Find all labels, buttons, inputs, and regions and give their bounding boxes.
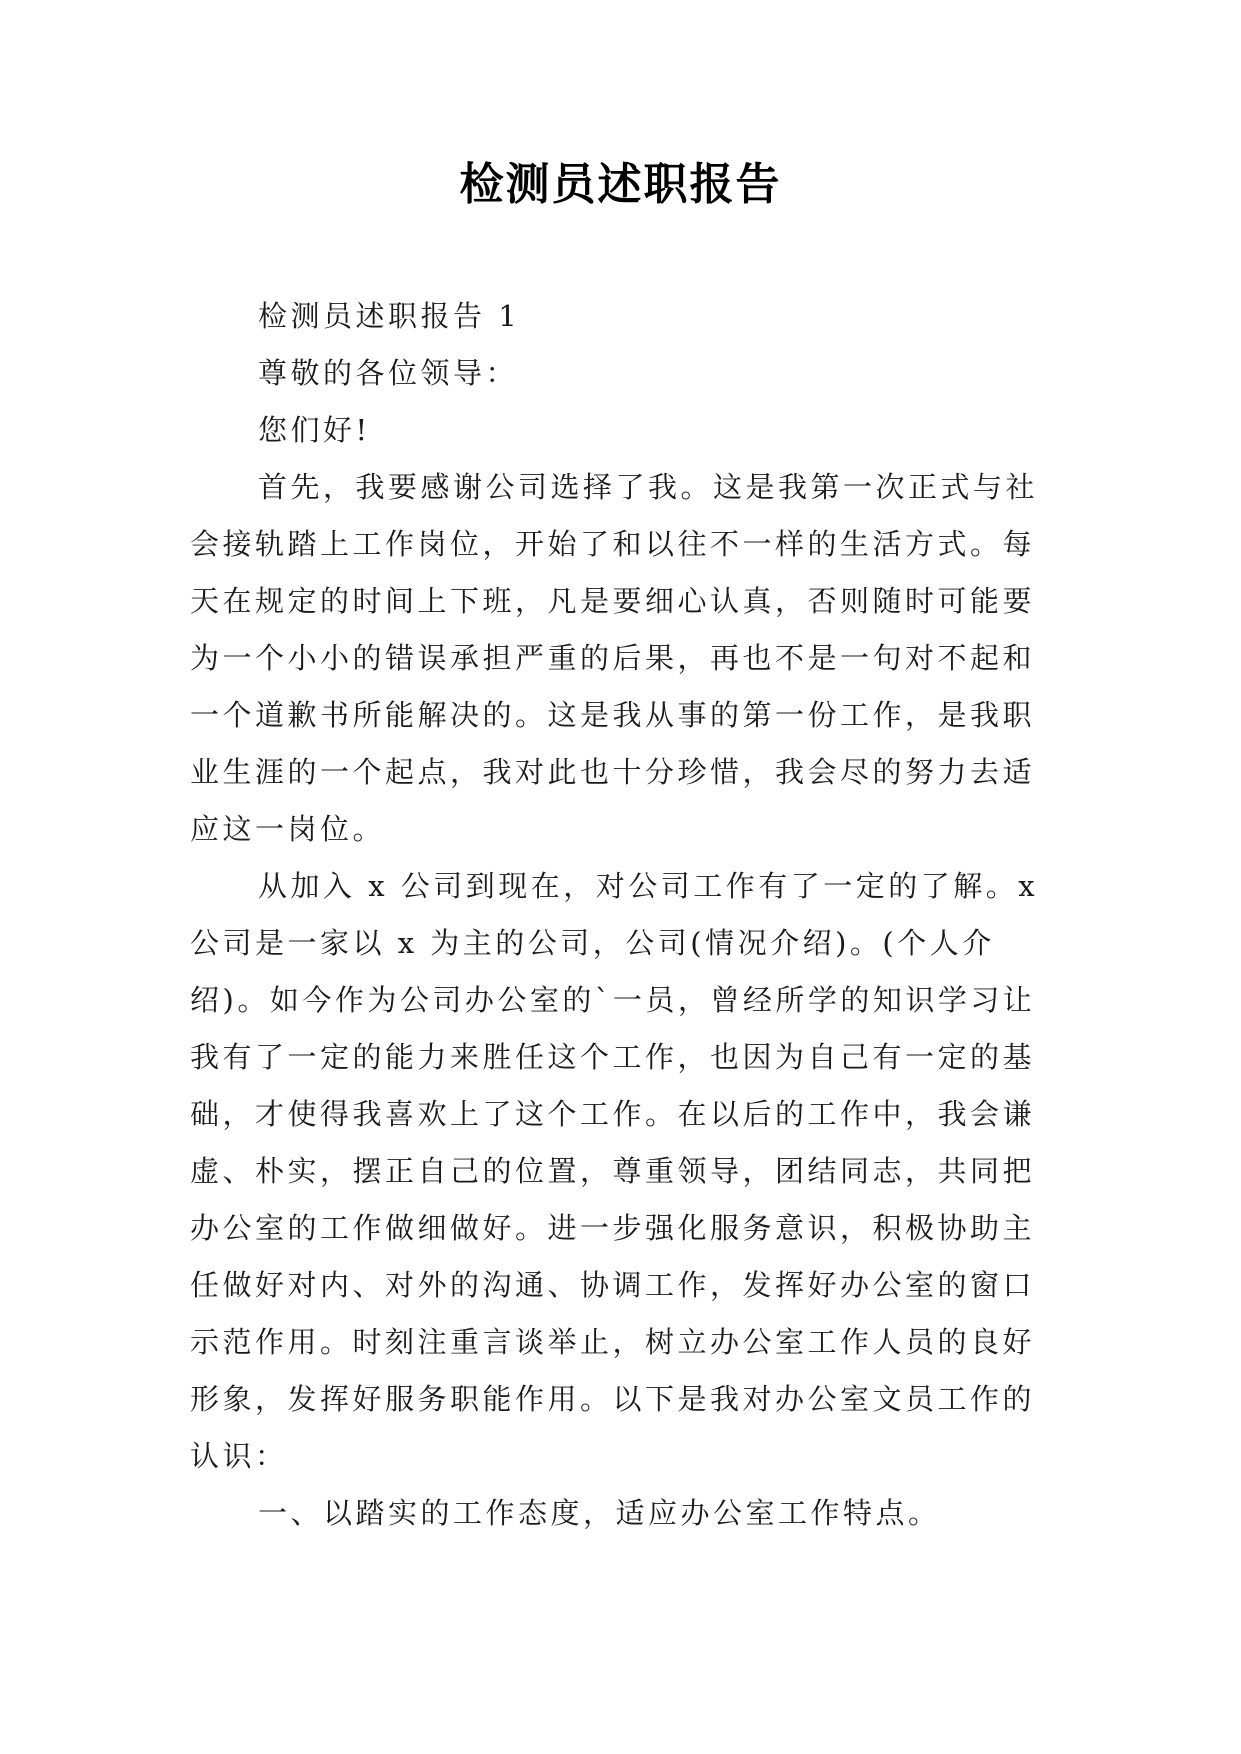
report-subtitle: 检测员述职报告 1 [258,299,521,333]
paragraph-line: 会接轨踏上工作岗位，开始了和以往不一样的生活方式。每 [190,527,1036,561]
paragraph-line: 础，才使得我喜欢上了这个工作。在以后的工作中，我会谦 [190,1097,1036,1131]
paragraph-line: 从加入 x 公司到现在，对公司工作有了一定的了解。x [258,869,1039,903]
paragraph-line: 绍)。如今作为公司办公室的`一员，曾经所学的知识学习让 [190,983,1036,1017]
document-body [190,288,1052,1542]
paragraph-line: 公司是一家以 x 为主的公司，公司(情况介绍)。(个人介 [190,926,995,960]
greeting: 您们好! [258,413,371,447]
paragraph-1 [190,459,1052,858]
paragraph-line: 形象，发挥好服务职能作用。以下是我对办公室文员工作的 [190,1382,1036,1416]
paragraph-line: 业生涯的一个起点，我对此也十分珍惜，我会尽的努力去适 [190,755,1036,789]
section-heading-1: 一、以踏实的工作态度，适应办公室工作特点。 [258,1496,941,1530]
paragraph-line: 任做好对内、对外的沟通、协调工作，发挥好办公室的窗口 [190,1268,1036,1302]
salutation: 尊敬的各位领导： [258,356,519,390]
paragraph-line: 为一个小小的错误承担严重的后果，再也不是一句对不起和 [190,641,1036,675]
paragraph-line: 示范作用。时刻注重言谈举止，树立办公室工作人员的良好 [190,1325,1036,1359]
paragraph-line: 办公室的工作做细做好。进一步强化服务意识，积极协助主 [190,1211,1036,1245]
paragraph-line: 应这一岗位。 [190,812,386,846]
paragraph-line: 首先，我要感谢公司选择了我。这是我第一次正式与社 [258,470,1039,504]
paragraph-2 [190,858,1052,1485]
paragraph-line: 一个道歉书所能解决的。这是我从事的第一份工作，是我职 [190,698,1036,732]
paragraph-line: 我有了一定的能力来胜任这个工作，也因为自己有一定的基 [190,1040,1036,1074]
document-title: 检测员述职报告 [459,159,782,210]
paragraph-line: 虚、朴实，摆正自己的位置，尊重领导，团结同志，共同把 [190,1154,1036,1188]
paragraph-line: 认识： [190,1439,288,1473]
paragraph-line: 天在规定的时间上下班，凡是要细心认真，否则随时可能要 [190,584,1036,618]
